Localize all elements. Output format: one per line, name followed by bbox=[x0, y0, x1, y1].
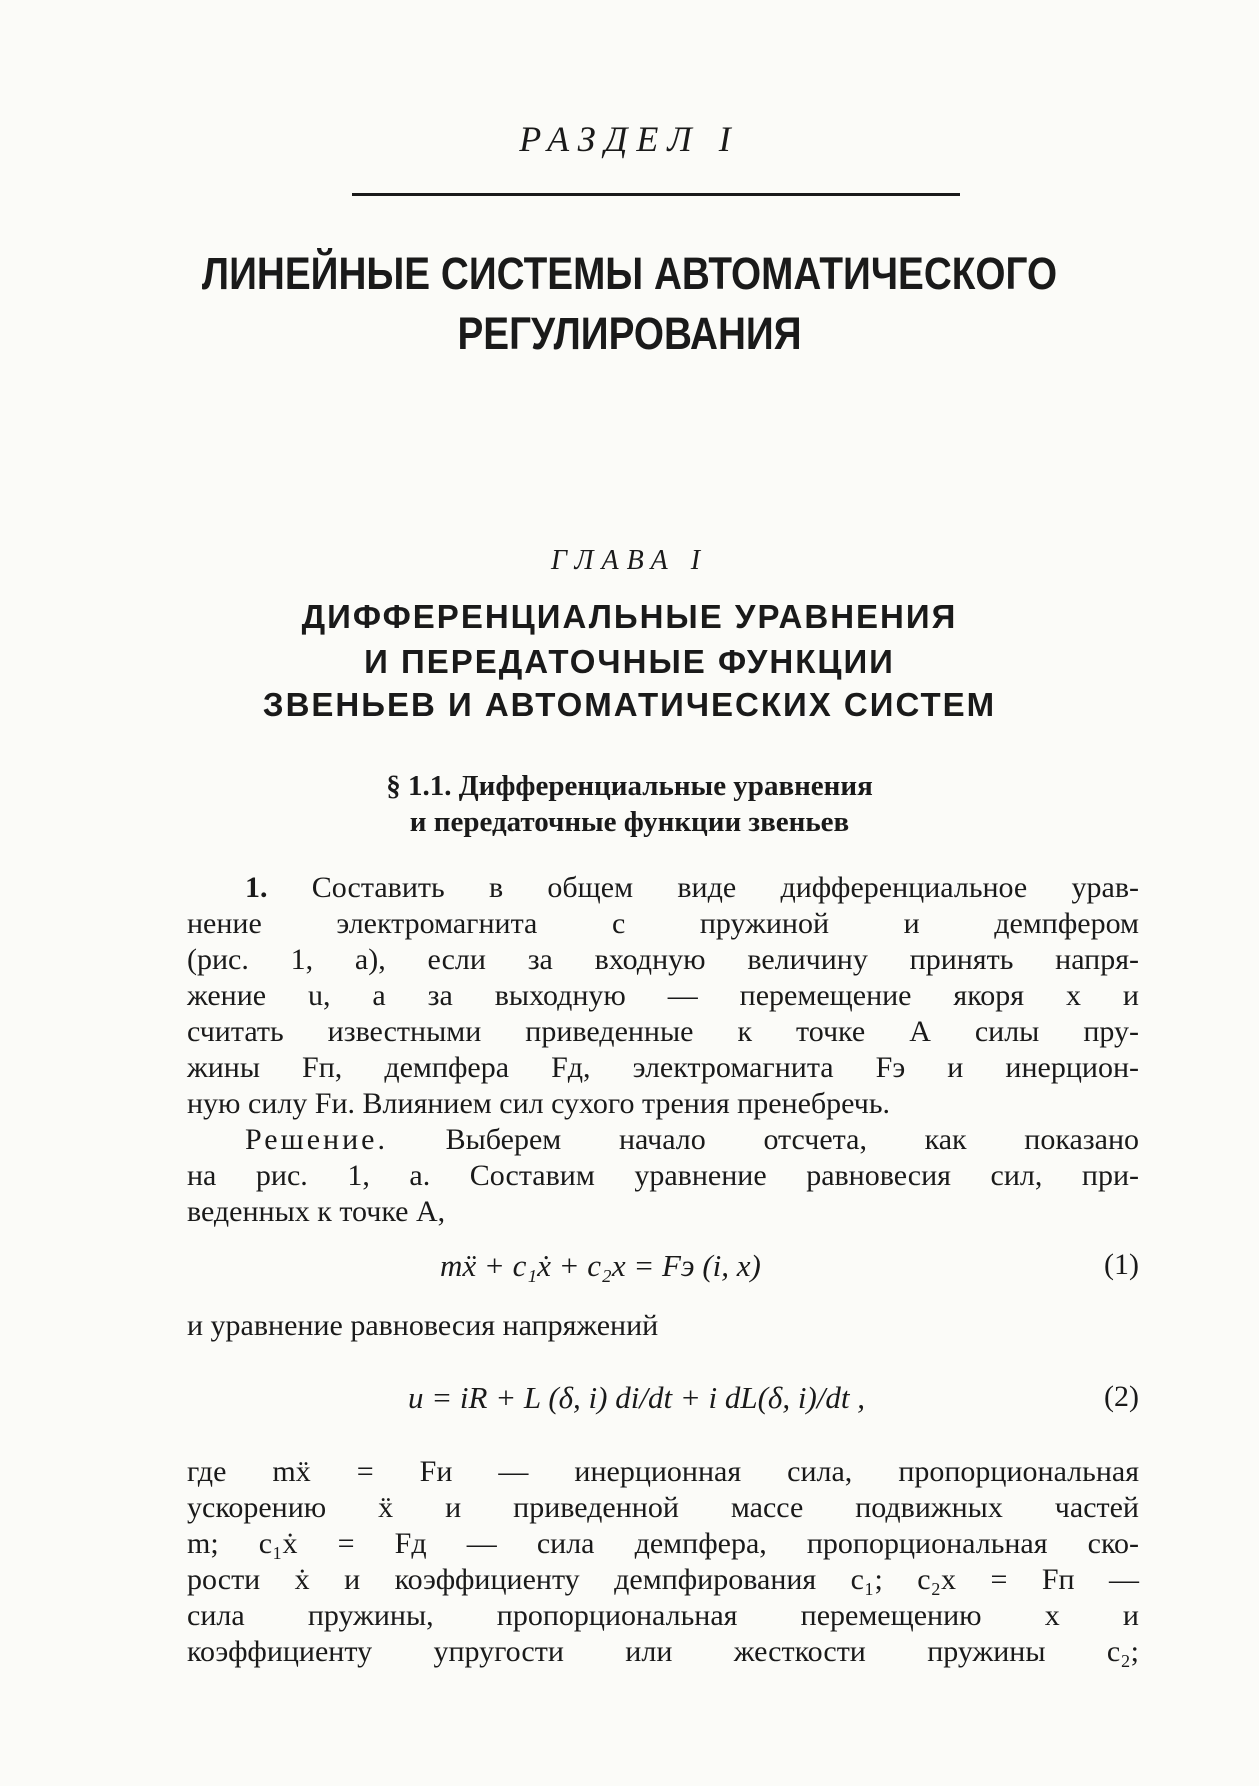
problem-line: (рис. 1, а), если за входную величину принять напря- bbox=[187, 943, 1139, 976]
problem-line: нение электромагнита с пружиной и демпфером bbox=[187, 907, 1139, 940]
solution-paragraph bbox=[187, 1122, 1139, 1230]
chapter-title-line-3: ЗВЕНЬЕВ И АВТОМАТИЧЕСКИХ СИСТЕМ bbox=[262, 686, 997, 723]
explanation-line: ускорению ẍ и приведенной массе подвижных частей bbox=[187, 1491, 1139, 1524]
explanation-line: коэффициенту упругости или жесткости пружины c₂; bbox=[187, 1635, 1139, 1668]
section-title-line-1: § 1.1. Дифференциальные уравнения bbox=[386, 770, 873, 802]
solution-line: Решение. Выберем начало отсчета, как показано bbox=[245, 1123, 1140, 1156]
problem-line: жины Fп, демпфера Fд, электромагнита Fэ и инерцион- bbox=[187, 1051, 1139, 1084]
equation-1: mẍ + c₁ẋ + c₂x = Fэ (i, x) bbox=[440, 1248, 761, 1283]
part-title-line-1: ЛИНЕЙНЫЕ СИСТЕМЫ АВТОМАТИЧЕСКОГО bbox=[201, 248, 1058, 299]
explanation-line: рости ẋ и коэффициенту демпфирования c₁; c₂x = Fп — bbox=[187, 1563, 1139, 1596]
problem-paragraph bbox=[187, 870, 1139, 1122]
divider-rule bbox=[352, 193, 960, 196]
problem-line: считать известными приведенные к точке А силы пру- bbox=[187, 1015, 1139, 1048]
problem-line: ную силу Fи. Влиянием сил сухого трения пренебречь. bbox=[187, 1087, 891, 1120]
solution-word: Решение. bbox=[245, 1123, 388, 1156]
explanation-line: сила пружины, пропорциональная перемещению x и bbox=[187, 1599, 1139, 1632]
equation-2: u = iR + L (δ, i) di/dt + i dL(δ, i)/dt , bbox=[408, 1380, 865, 1415]
chapter-label: ГЛАВА I bbox=[550, 545, 709, 576]
section-title-line-2: и передаточные функции звеньев bbox=[409, 806, 850, 838]
chapter-title-line-1: ДИФФЕРЕНЦИАЛЬНЫЕ УРАВНЕНИЯ bbox=[301, 598, 958, 635]
solution-line: на рис. 1, а. Составим уравнение равновесия сил, при- bbox=[187, 1159, 1139, 1192]
problem-number: 1. bbox=[245, 871, 268, 904]
explanation-line: где mẍ = Fи — инерционная сила, пропорциональная bbox=[187, 1455, 1139, 1488]
explanation-line: m; c₁ẋ = Fд — сила демпфера, пропорциональная ско- bbox=[187, 1527, 1139, 1560]
between-text: и уравнение равновесия напряжений bbox=[187, 1309, 659, 1342]
part-label: РАЗДЕЛ I bbox=[519, 119, 740, 159]
equation-2-number: (2) bbox=[1104, 1380, 1139, 1413]
problem-line: жение u, а за выходную — перемещение якоря x и bbox=[187, 979, 1139, 1012]
explanation-paragraph bbox=[187, 1454, 1139, 1670]
problem-line: 1. Составить в общем виде дифференциальное урав- bbox=[245, 871, 1139, 904]
chapter-title-line-2: И ПЕРЕДАТОЧНЫЕ ФУНКЦИИ bbox=[364, 643, 895, 680]
part-title-line-2: РЕГУЛИРОВАНИЯ bbox=[457, 308, 802, 359]
solution-line: веденных к точке А, bbox=[187, 1195, 446, 1228]
equation-1-number: (1) bbox=[1104, 1248, 1139, 1281]
